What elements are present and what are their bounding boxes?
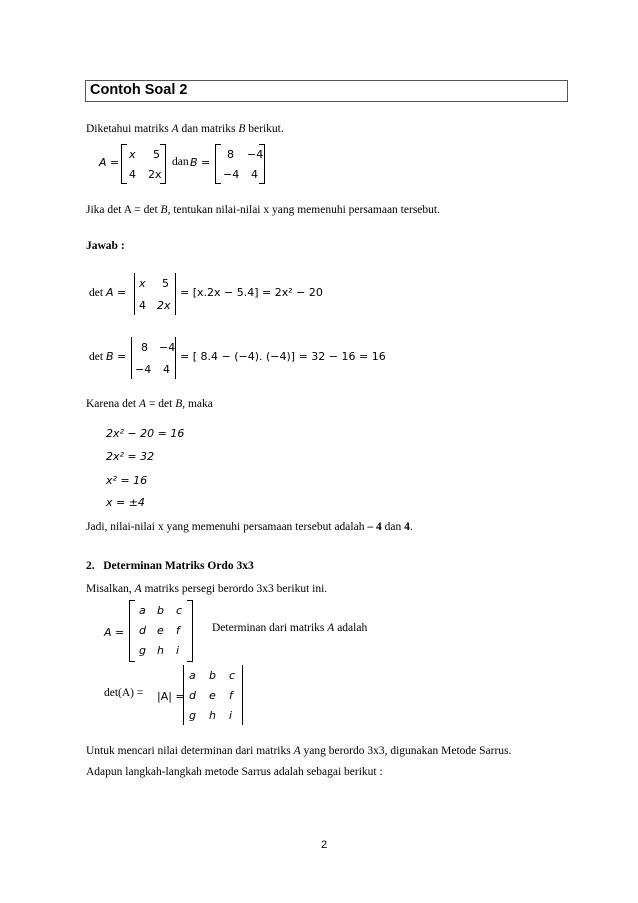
det-a-cell: 4	[139, 299, 146, 312]
matrix-3x3-cell: e	[157, 624, 164, 637]
matrix-a-cell: 4	[129, 168, 136, 181]
det-a-cell: x	[139, 277, 146, 290]
matrix-a-cell: 5	[153, 148, 160, 161]
page-number: 2	[321, 839, 328, 851]
matrix-b-cell: 8	[227, 148, 234, 161]
matrix-b-cell: −4	[223, 168, 240, 181]
misalkan-text: Misalkan, A matriks persegi berordo 3x3 berikut ini.	[86, 583, 328, 595]
det-b-cell: 4	[163, 363, 170, 376]
det3-cell: a	[189, 669, 196, 682]
sarrus-intro-line-1: Untuk mencari nilai determinan dari matriks A yang berordo 3x3, digunakan Metode Sarrus.	[86, 745, 512, 757]
example-heading: Contoh Soal 2	[90, 82, 188, 98]
matrix-3x3-cell: g	[139, 644, 146, 657]
det3-matrix	[183, 665, 243, 725]
conclusion-text: Jadi, nilai-nilai x yang memenuhi persamaan tersebut adalah – 4 dan 4.	[86, 521, 413, 533]
question-part: Jika det A = det	[86, 204, 161, 216]
matrix-3x3-cell: i	[176, 644, 180, 657]
det3-cell: h	[209, 709, 216, 722]
intro-var-a: A	[171, 123, 179, 135]
intro-suffix: berikut.	[245, 123, 284, 135]
det3-cell: g	[189, 709, 196, 722]
matrix-b-label: B =	[190, 156, 211, 169]
matrix-b-cell: 4	[251, 168, 258, 181]
det-a-result: = [x.2x − 5.4] = 2x² − 20	[180, 286, 323, 299]
matrix-3x3-cell: f	[176, 624, 180, 637]
matrix-a-cell: x	[129, 148, 136, 161]
matrix-a-label: A =	[99, 156, 120, 169]
det-b-cell: −4	[135, 363, 152, 376]
det-a-label: det A =	[89, 286, 127, 299]
det3-label: det(A) =	[104, 687, 144, 699]
karena-text: Karena det A = det B, maka	[86, 398, 213, 410]
matrix-3x3-label: A =	[104, 626, 125, 639]
det3-abs-a: |A| =	[157, 690, 185, 703]
matrix-a-cell: 2x	[148, 168, 162, 181]
determinan-text: Determinan dari matriks A adalah	[212, 622, 368, 634]
intro-var-b: B	[238, 123, 246, 135]
matrix-3x3-cell: c	[176, 604, 183, 617]
det3-cell: d	[189, 689, 196, 702]
intro-prefix: Diketahui matriks	[86, 123, 172, 135]
det-b-result: = [ 8.4 − (−4). (−4)] = 32 − 16 = 16	[180, 350, 386, 363]
det-b-cell: −4	[159, 341, 176, 354]
det3-cell: b	[209, 669, 216, 682]
solution-step: x = ±4	[106, 496, 145, 509]
solution-step: x² = 16	[106, 474, 148, 487]
section-2-heading: 2. Determinan Matriks Ordo 3x3	[86, 560, 254, 572]
matrix-3x3-cell: h	[157, 644, 164, 657]
example-heading-box	[85, 80, 568, 102]
det-a-matrix	[134, 273, 176, 315]
matrix-3x3-cell: b	[157, 604, 164, 617]
det3-cell: i	[229, 709, 233, 722]
det3-cell: e	[209, 689, 216, 702]
question-text	[86, 204, 440, 216]
det-b-cell: 8	[141, 341, 148, 354]
answer-heading: Jawab :	[86, 240, 125, 252]
det-a-cell: 2x	[157, 299, 171, 312]
matrix-3x3	[129, 600, 193, 662]
det-a-cell: 5	[162, 277, 169, 290]
matrix-a	[121, 144, 166, 184]
question-var-b: B	[160, 204, 168, 216]
intro-text	[86, 123, 284, 135]
intro-mid: dan matriks	[178, 123, 239, 135]
matrix-b	[215, 144, 265, 184]
dan-label: dan	[172, 156, 189, 168]
sarrus-intro-line-2: Adapun langkah-langkah metode Sarrus adalah sebagai berikut :	[86, 766, 383, 778]
det3-cell: f	[229, 689, 233, 702]
det-b-label: det B =	[89, 350, 127, 363]
matrix-3x3-cell: a	[139, 604, 146, 617]
det3-cell: c	[229, 669, 236, 682]
det-b-matrix	[131, 337, 176, 379]
solution-step: 2x² = 32	[106, 450, 155, 463]
matrix-3x3-cell: d	[139, 624, 146, 637]
question-part: , tentukan nilai-nilai x yang memenuhi persamaan tersebut.	[167, 204, 440, 216]
matrix-b-cell: −4	[247, 148, 264, 161]
solution-step: 2x² − 20 = 16	[106, 427, 185, 440]
